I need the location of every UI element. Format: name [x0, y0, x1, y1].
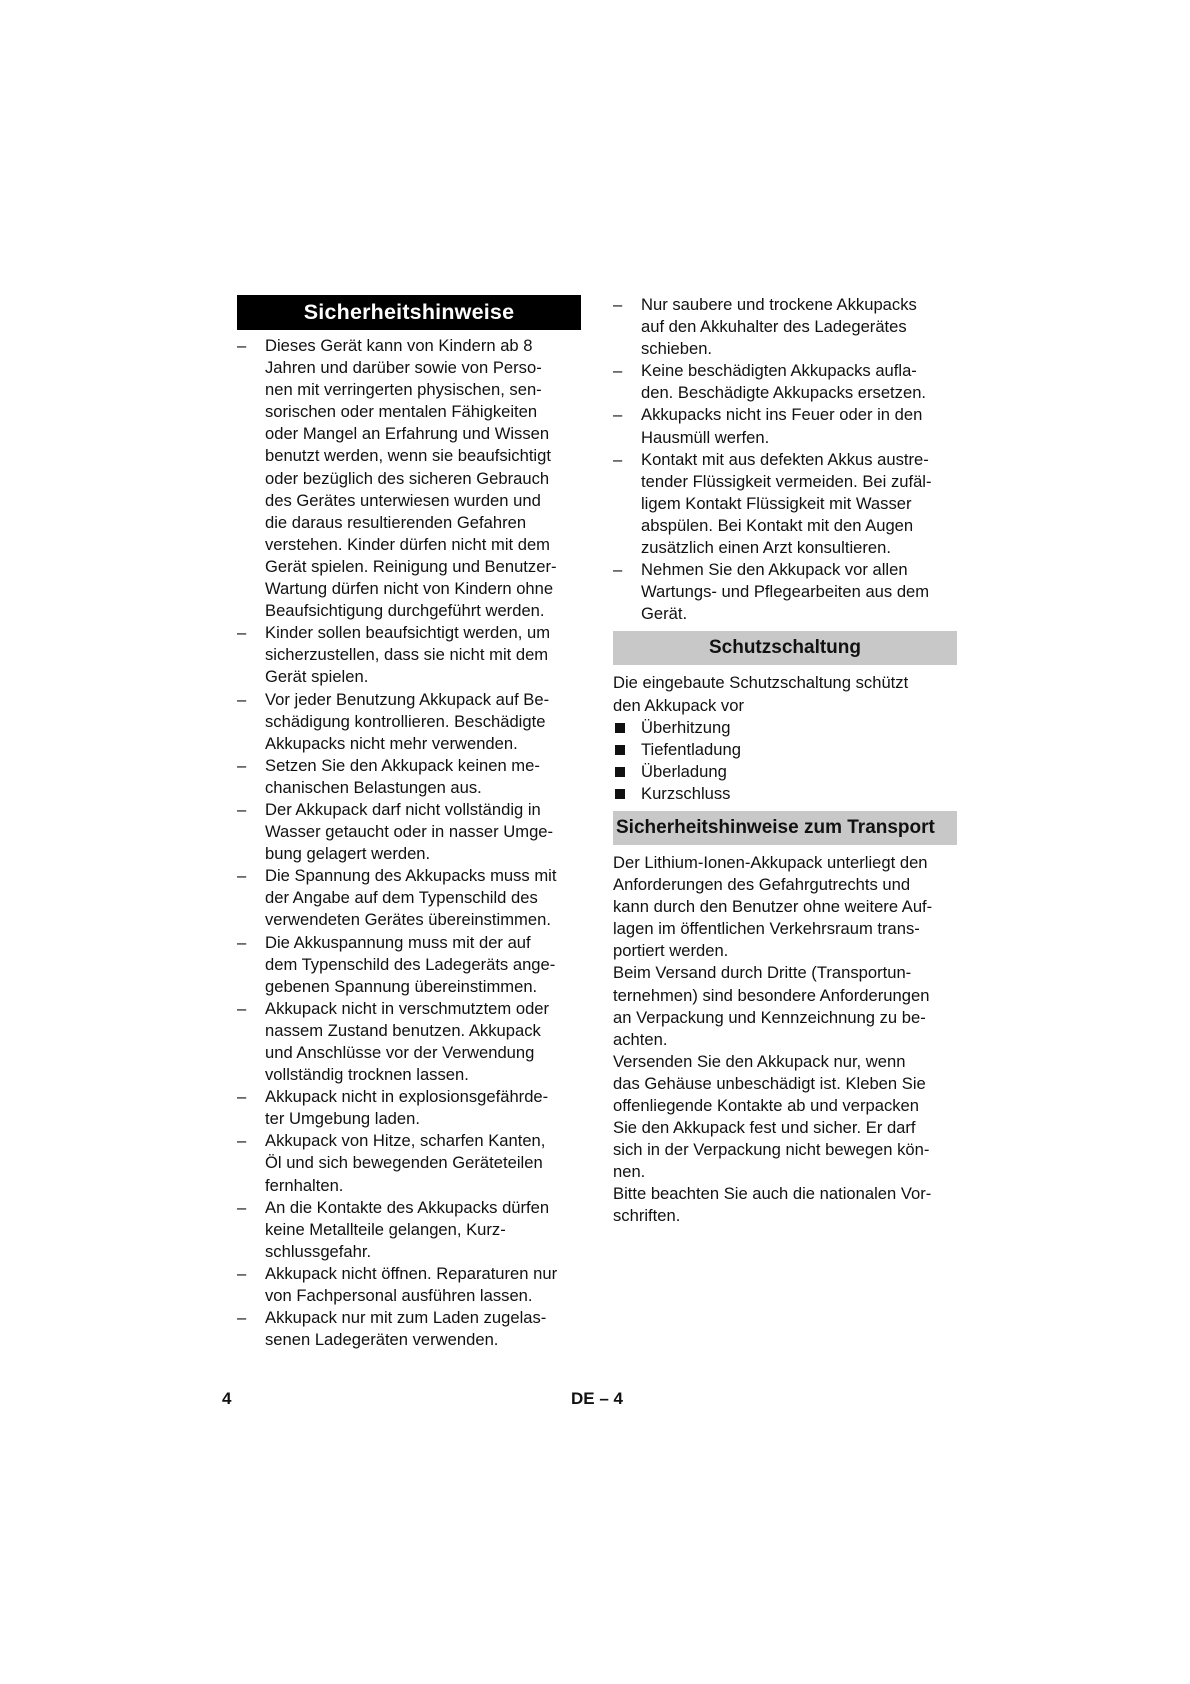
- list-item: [237, 1307, 581, 1351]
- dash-marker: –: [237, 799, 247, 819]
- section-heading-schutzschaltung: Schutzschaltung: [613, 631, 957, 665]
- list-item-text: Akkupack nicht öffnen. Reparaturen nur von Fachpersonal ausführen lassen.: [265, 1263, 558, 1306]
- dash-marker: –: [237, 623, 247, 643]
- dash-marker: –: [237, 1197, 247, 1217]
- dash-marker: –: [237, 755, 247, 775]
- list-item: [613, 783, 957, 805]
- square-bullet-icon: [615, 767, 625, 777]
- square-bullet-icon: [615, 789, 625, 799]
- schutz-intro: Die eingebaute Schutzschaltung schützt den Akkupack vor: [613, 673, 909, 715]
- right-column: [613, 294, 957, 1228]
- list-item-text: Kontakt mit aus defekten Akkus austre- tender Flüssigkeit vermeiden. Bei zufäl- ligem Kontakt Flüssigkeit mit Wasser abspülen. Bei Kontakt mit den Augen zusätzlich einen Arzt konsultieren.: [641, 449, 932, 558]
- list-item: [237, 689, 581, 755]
- list-item: [613, 559, 957, 625]
- dash-marker: –: [237, 689, 247, 709]
- list-item-text: Keine beschädigten Akkupacks aufla- den. Beschädigte Akkupacks ersetzen.: [641, 361, 927, 403]
- list-item: [613, 360, 957, 404]
- list-item: [237, 799, 581, 865]
- list-item-text: Kinder sollen beaufsichtigt werden, um sicherzustellen, dass sie nicht mit dem Gerät spielen.: [265, 623, 551, 687]
- list-item: [237, 1197, 581, 1263]
- list-item: [613, 761, 957, 783]
- list-item: [237, 755, 581, 799]
- transport-paragraph: Bitte beachten Sie auch die nationalen Vor- schriften.: [613, 1184, 932, 1226]
- list-item-text: Die Akkuspannung muss mit der auf dem Typenschild des Ladegeräts ange- gebenen Spannung übereinstimmen.: [265, 932, 556, 996]
- dash-marker: –: [613, 449, 623, 469]
- page-label: DE – 4: [571, 1389, 623, 1408]
- list-item: [613, 404, 957, 448]
- list-item: [237, 865, 581, 931]
- dash-marker: –: [237, 866, 247, 886]
- list-item-text: Setzen Sie den Akkupack keinen me- chanischen Belastungen aus.: [265, 755, 540, 797]
- list-item-text: Akkupack nur mit zum Laden zugelas- senen Ladegeräten verwenden.: [265, 1308, 547, 1350]
- list-item-text: Der Akkupack darf nicht vollständig in Wasser getaucht oder in nasser Umge- bung gelagert werden.: [265, 799, 554, 864]
- dash-marker: –: [613, 560, 623, 580]
- list-item-text: Akkupack von Hitze, scharfen Kanten, Öl und sich bewegenden Geräteteilen fernhalten.: [265, 1131, 546, 1195]
- dash-marker: –: [237, 1131, 247, 1151]
- dash-marker: –: [237, 1308, 247, 1328]
- dash-marker: –: [613, 405, 623, 425]
- dash-marker: –: [237, 1263, 247, 1283]
- list-item: [237, 1130, 581, 1196]
- square-bullet-icon: [615, 723, 625, 733]
- list-item: [237, 1263, 581, 1307]
- list-item: [613, 449, 957, 559]
- dash-marker: –: [237, 932, 247, 952]
- safety-list-left: [237, 335, 581, 1351]
- list-item-text: Dieses Gerät kann von Kindern ab 8 Jahren und darüber sowie von Perso- nen mit verringerten physischen, sen- sorischen oder mentalen Fähigkeiten oder Mangel an Erfahrung und Wissen benutzt werden, wenn sie beaufsichtigt oder bezüglich des sicheren Gebrauch des Gerätes unterwiesen wurden und die daraus resultierenden Gefahren verstehen. Kinder dürfen nicht mit dem Gerät spielen. Reinigung und Benutzer- Wartung dürfen nicht von Kindern ohne Beaufsichtigung durchgeführt werden.: [265, 336, 557, 621]
- list-item-text: An die Kontakte des Akkupacks dürfen keine Metallteile gelangen, Kurz- schlussgefahr.: [265, 1197, 550, 1261]
- list-item-text: Nur saubere und trockene Akkupacks auf den Akkuhalter des Ladegerätes schieben.: [641, 295, 917, 359]
- dash-marker: –: [237, 1087, 247, 1107]
- list-item-text: Vor jeder Benutzung Akkupack auf Be- schädigung kontrollieren. Beschädigte Akkupacks nicht mehr verwenden.: [265, 689, 550, 753]
- list-item: [237, 998, 581, 1086]
- list-item-text: Überhitzung: [641, 717, 731, 737]
- list-item-text: Überladung: [641, 761, 727, 781]
- page-number: 4: [222, 1389, 232, 1408]
- list-item: [237, 1086, 581, 1130]
- dash-marker: –: [237, 998, 247, 1018]
- dash-marker: –: [613, 295, 623, 314]
- list-item: [237, 622, 581, 688]
- square-bullet-icon: [615, 745, 625, 755]
- list-item: [237, 932, 581, 998]
- transport-paragraph: Der Lithium-Ionen-Akkupack unterliegt den Anforderungen des Gefahrgutrechts und kann durch den Benutzer ohne weitere Auf- lagen im öffentlichen Verkehrsraum trans- portiert werden.: [613, 852, 933, 961]
- list-item-text: Tiefentladung: [641, 739, 741, 759]
- dash-marker: –: [613, 361, 623, 381]
- list-item-text: Die Spannung des Akkupacks muss mit der Angabe auf dem Typenschild des verwendeten Gerätes übereinstimmen.: [265, 866, 557, 930]
- list-item: [613, 739, 957, 761]
- list-item-text: Akkupack nicht in verschmutztem oder nassem Zustand benutzen. Akkupack und Anschlüsse vor der Verwendung vollständig trocknen lassen.: [265, 998, 550, 1085]
- list-item-text: Akkupacks nicht ins Feuer oder in den Hausmüll werfen.: [641, 405, 923, 447]
- list-item-text: Akkupack nicht in explosionsgefährde- ter Umgebung laden.: [265, 1087, 549, 1129]
- left-column: [237, 295, 581, 1351]
- protection-list: [613, 717, 957, 805]
- section-heading-sicherheitshinweise: Sicherheitshinweise: [237, 295, 581, 330]
- list-item: [237, 335, 581, 622]
- list-item: [613, 294, 957, 360]
- section-heading-transport: Sicherheitshinweise zum Transport: [613, 811, 957, 845]
- list-item-text: Nehmen Sie den Akkupack vor allen Wartungs- und Pflegearbeiten aus dem Gerät.: [641, 560, 930, 624]
- safety-list-right: [613, 294, 957, 625]
- transport-paragraph: Versenden Sie den Akkupack nur, wenn das Gehäuse unbeschädigt ist. Kleben Sie offenliegende Kontakte ab und verpacken Sie den Akkupack fest und sicher. Er darf sich in der Verpackung nicht bewegen kön- nen.: [613, 1051, 930, 1182]
- transport-paragraph: Beim Versand durch Dritte (Transportun- ternehmen) sind besondere Anforderungen an Verpackung und Kennzeichnung zu be- achten.: [613, 963, 930, 1049]
- list-item-text: Kurzschluss: [641, 783, 731, 803]
- dash-marker: –: [237, 336, 247, 355]
- list-item: [613, 717, 957, 739]
